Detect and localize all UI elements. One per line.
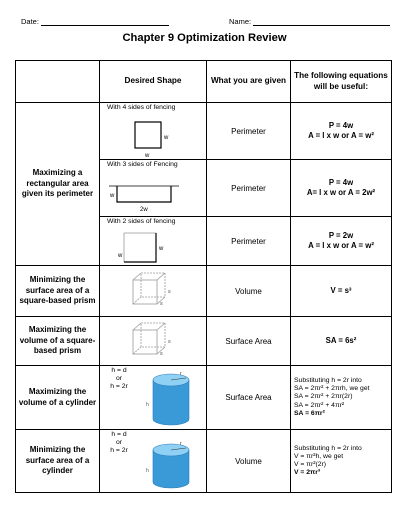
equation-cell: SA = 6s²: [291, 317, 392, 366]
given-value: Perimeter: [207, 103, 291, 160]
row-label-max-volume-prism: Maximizing the volume of a square-based prism: [16, 317, 100, 366]
date-label: Date:: [21, 17, 39, 26]
row-label-rectangular-area: Maximizing a rectangular area given its perimeter: [16, 103, 100, 266]
dim-label: s: [168, 339, 171, 345]
header-desired-shape: Desired Shape: [100, 61, 207, 103]
given-value: Perimeter: [207, 217, 291, 266]
condition-or: or: [115, 438, 123, 446]
equation-cell: [291, 217, 392, 266]
equation-line: Substituting h = 2r into: [294, 377, 362, 385]
cube-diagram: [100, 317, 207, 366]
equation-line: P = 4w: [328, 178, 354, 188]
dim-label: s: [168, 289, 171, 295]
dim-label: r: [180, 441, 182, 447]
condition-or: or: [115, 374, 123, 382]
equation-line: SA = 2πr² + 2πrh, we get: [294, 385, 370, 393]
equation-line: A = l x w or A = w²: [308, 241, 374, 250]
cube-diagram: [100, 266, 207, 317]
equation-line: SA = 2πr² + 2πr(2r): [294, 393, 353, 401]
header-blank-cell: [16, 61, 100, 103]
dim-label: h: [146, 402, 149, 408]
header-what-given: What you are given: [207, 61, 291, 103]
shape-caption: With 4 sides of fencing: [107, 104, 176, 111]
equation-cell: V = s³: [291, 266, 392, 317]
three-side-fence-diagram: [100, 160, 207, 217]
name-label: Name:: [229, 17, 252, 26]
dim-label: w: [164, 135, 169, 141]
table-header-row: [16, 61, 392, 103]
condition-line: h = 2r: [110, 446, 128, 454]
equation-line: A= l x w or A = 2w²: [306, 188, 376, 197]
equation-cell: [291, 103, 392, 160]
given-value: Surface Area: [207, 366, 291, 430]
equation-result: V = 2πr³: [294, 469, 321, 477]
dim-label: 2w: [140, 207, 148, 213]
dim-label: s: [160, 301, 163, 307]
shape-caption: With 3 sides of Fencing: [107, 161, 178, 168]
given-value: Volume: [207, 430, 291, 493]
shape-cell: [100, 160, 207, 217]
dim-label: w: [159, 246, 164, 252]
equation-line: SA = 2πr² + 4πr²: [294, 401, 345, 409]
page-title: Chapter 9 Optimization Review: [122, 32, 287, 44]
cylinder-diagram: [100, 366, 207, 430]
shape-cell: [100, 366, 207, 430]
table-row: [16, 430, 392, 493]
shape-cell: [100, 430, 207, 493]
given-value: Volume: [207, 266, 291, 317]
name-blank-line: [253, 18, 390, 26]
row-label-max-volume-cylinder: Maximizing the volume of a cylinder: [16, 366, 100, 430]
condition-line: h = d: [111, 367, 127, 374]
dim-label: w: [110, 193, 115, 199]
date-field[interactable]: [21, 17, 169, 26]
equation-cell: [291, 366, 392, 430]
equation-line: V = πr²h, we get: [294, 452, 344, 460]
name-field[interactable]: [229, 17, 390, 26]
given-value: Surface Area: [207, 317, 291, 366]
cylinder-diagram: [100, 430, 207, 493]
dim-label: s: [160, 351, 163, 357]
equation-line: P = 2w: [328, 231, 354, 241]
date-blank-line: [41, 18, 169, 26]
square-fence-diagram: [100, 103, 207, 160]
shape-cell: [100, 103, 207, 160]
equation-line: V = πr²(2r): [294, 461, 327, 468]
equation-result: SA = 6πr²: [294, 409, 325, 417]
table-row: [16, 366, 392, 430]
two-side-fence-diagram: [100, 217, 207, 266]
given-value: Perimeter: [207, 160, 291, 217]
equation-line: Substituting h = 2r into: [294, 444, 362, 452]
equation-cell: [291, 430, 392, 493]
review-table: [15, 60, 392, 493]
condition-line: h = d: [111, 431, 127, 438]
equation-line: A = l x w or A = w²: [308, 131, 374, 140]
shape-caption: With 2 sides of fencing: [107, 218, 176, 225]
dim-label: w: [118, 253, 123, 259]
worksheet-header: [21, 17, 391, 29]
dim-label: w: [145, 153, 150, 159]
header-equations: The following equations will be useful:: [291, 61, 392, 103]
condition-line: h = 2r: [110, 382, 128, 390]
dim-label: h: [146, 468, 149, 474]
row-label-min-sa-prism: Minimizing the surface area of a square-based prism: [16, 266, 100, 317]
equation-line: P = 4w: [328, 121, 354, 131]
equation-cell: [291, 160, 392, 217]
shape-cell: [100, 266, 207, 317]
shape-cell: [100, 317, 207, 366]
shape-cell: [100, 217, 207, 266]
dim-label: r: [180, 371, 182, 377]
row-label-min-sa-cylinder: Minimizing the surface area of a cylinder: [16, 430, 100, 493]
table-row: [16, 317, 392, 366]
table-row: [16, 103, 392, 160]
table-row: [16, 266, 392, 317]
